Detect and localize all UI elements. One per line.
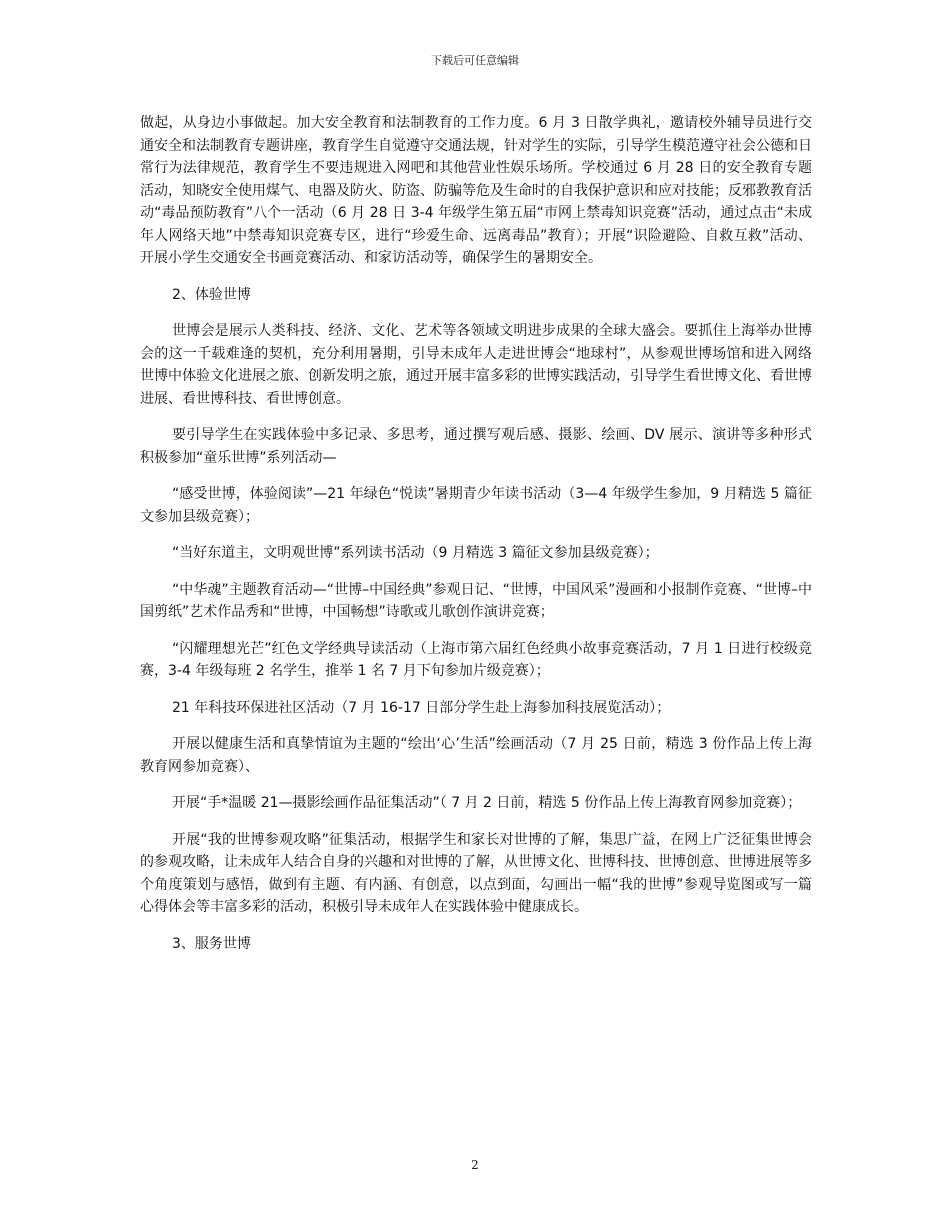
paragraph-photo-contest: 开展“手*温暖 21—摄影绘画作品征集活动”（ 7 月 2 日前，精选 5 份作品上传上海教育网参加竞赛）； <box>172 795 802 811</box>
section-heading-experience-expo: 2、体验世博 <box>172 286 251 303</box>
paragraph-reading-activity: “感受世博，体验阅读”—21 年绿色“悦读”暑期青少年读书活动（3—4 年级学生参加，9 月精选 5 篇征文参加县级竞赛）； <box>140 486 812 525</box>
paragraph-red-classics: “闪耀理想光芒”红色文学经典导读活动（上海市第六届红色经典小故事竞赛活动，7 月 1 日进行校级竞赛，3-4 年级每班 2 名学生，推举 1 名 7 月下旬参加片级竞赛）； <box>140 640 812 679</box>
paragraph-practice-record: 要引导学生在实践体验中多记录、多思考，通过撰写观后感、摄影、绘画、DV 展示、演讲等多种形式积极参加“童乐世博”系列活动— <box>140 427 812 466</box>
paragraph-drawing-activity: 开展以健康生活和真挚情谊为主题的“绘出‘心’生活”绘画活动（7 月 25 日前，精选 3 份作品上传上海教育网参加竞赛）、 <box>140 736 812 775</box>
paragraph-tech-community: 21 年科技环保进社区活动（7 月 16-17 日部分学生赴上海参加科技展览活动）； <box>172 699 671 716</box>
paragraph-china-soul: “中华魂”主题教育活动—“世博–中国经典”参观日记、“世博，中国风采”漫画和小报制作竞赛、“世博–中国剪纸”艺术作品秀和“世博，中国畅想”诗歌或儿歌创作演讲竞赛； <box>140 581 812 620</box>
paragraph-visit-guide: 开展“我的世博参观攻略”征集活动，根据学生和家长对世博的了解，集思广益，在网上广泛征集世博会的参观攻略，让未成年人结合自身的兴趣和对世博的了解，从世博文化、世博科技、世博创意、世博进展等多个角度策划与感悟，做到有主题、有内涵、有创意，以点到面，勾画出一幅“我的世博”参观导览图或写一篇心得体会等丰富多彩的活动，积极引导未成年人在实践体验中健康成长。 <box>140 831 812 915</box>
page-header: 下载后可任意编辑 <box>431 54 519 67</box>
document-body <box>140 112 812 969</box>
paragraph-safety-education: 做起，从身边小事做起。加大安全教育和法制教育的工作力度。6 月 3 日散学典礼，邀请校外辅导员进行交通安全和法制教育专题讲座，教育学生自觉遵守交通法规，针对学生的实际，引导学生模范遵守社会公德和日常行为法律规范，教育学生不要违规进入网吧和其他营业性娱乐场所。学校通过 6 月 28 日的安全教育专题活动，知晓安全使用煤气、电器及防火、防盗、防骗等危及生命时的自我保护意识和应对技能；反邪教教育活动“毒品预防教育”八个一活动（6 月 28 日 3-4 年级学生第五届“市网上禁毒知识竞赛”活动，通过点击“未成年人网络天地”中禁毒知识竞赛专区，进行“珍爱生命、远离毒品”教育）；开展“识险避险、自救互救”活动、开展小学生交通安全书画竞赛活动、和家访活动等，确保学生的暑期安全。 <box>140 115 812 266</box>
paragraph-expo-intro: 世博会是展示人类科技、经济、文化、艺术等各领域文明进步成果的全球大盛会。要抓住上海举办世博会的这一千载难逢的契机，充分利用暑期，引导未成年人走进世博会“地球村”，从参观世博场馆和进入网络世博中体验文化进展之旅、创新发明之旅，通过开展丰富多彩的世博实践活动，引导学生看世博文化、看世博进展、看世博科技、看世博创意。 <box>140 323 812 407</box>
paragraph-good-host: “当好东道主，文明观世博”系列读书活动（9 月精选 3 篇征文参加县级竞赛）； <box>172 545 659 561</box>
page-number: 2 <box>471 1158 479 1172</box>
section-heading-serve-expo: 3、服务世博 <box>172 935 251 952</box>
